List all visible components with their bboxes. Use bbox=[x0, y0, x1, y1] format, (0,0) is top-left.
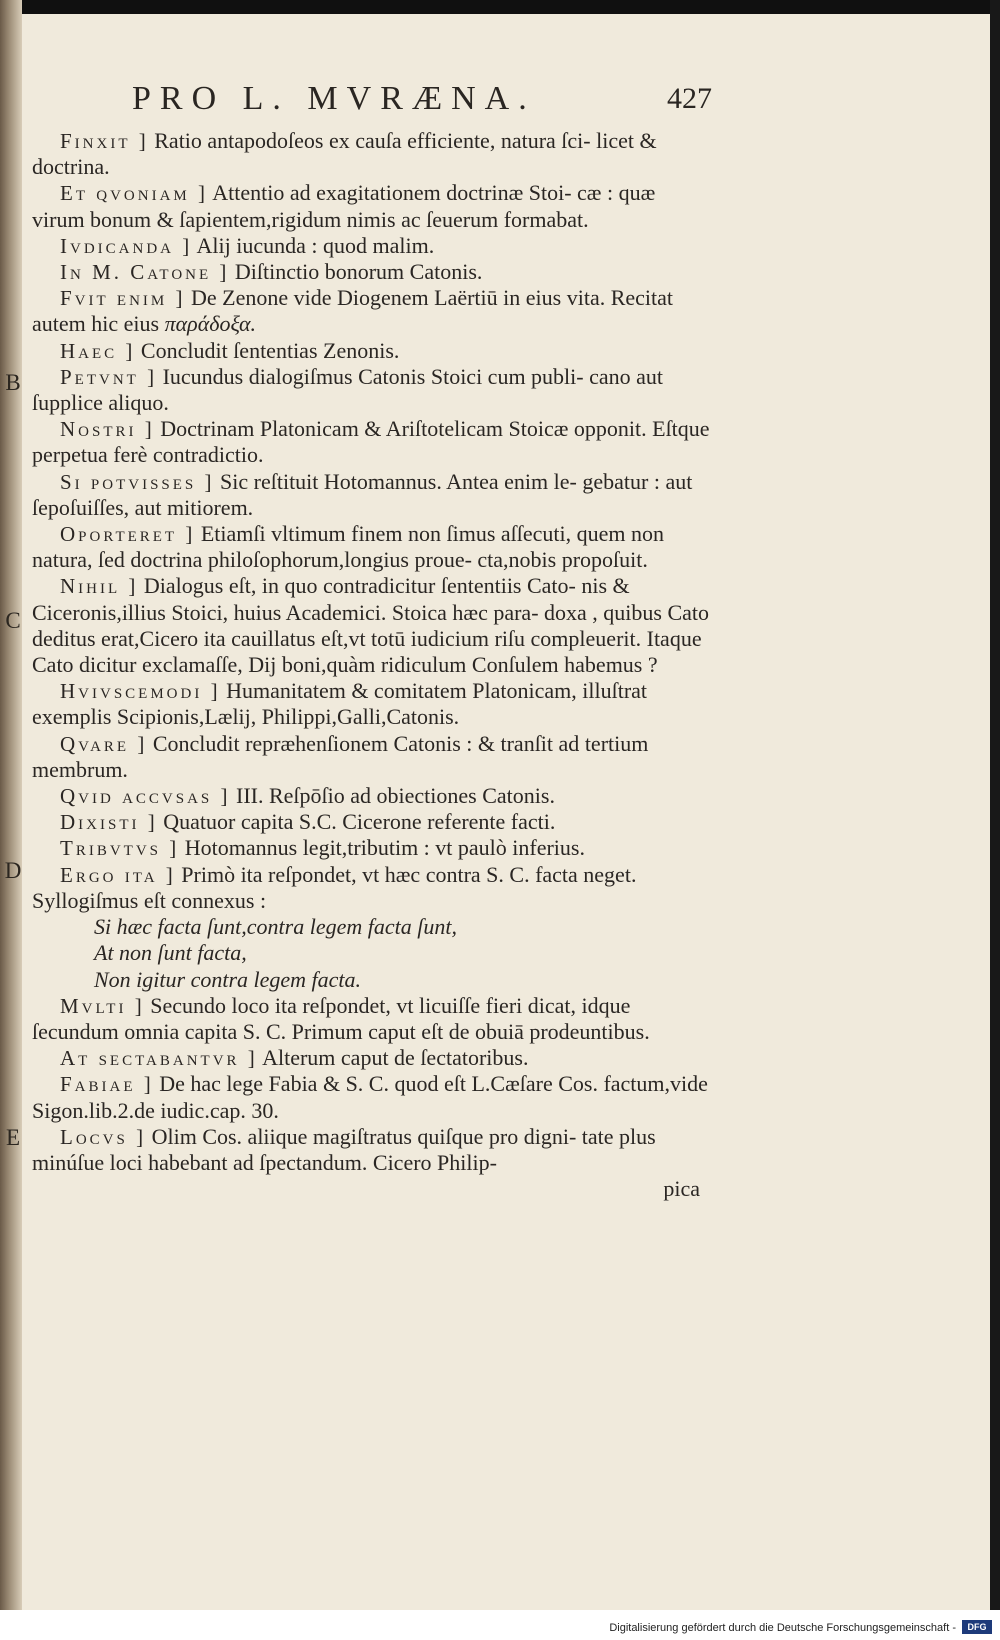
commentary-entry bbox=[32, 993, 712, 1045]
lemma: Et qvoniam ] bbox=[60, 181, 208, 206]
lemma: Nostri ] bbox=[60, 417, 155, 442]
lemma: Dixisti ] bbox=[60, 810, 158, 835]
scan-border-top bbox=[0, 0, 1000, 14]
commentary-entry bbox=[32, 521, 712, 573]
lemma: Qvid accvsas ] bbox=[60, 784, 231, 809]
entry-text: Diſtinctio bonorum Catonis. bbox=[234, 259, 483, 285]
entry-continuation: quem non natura, ſed doctrina philoſophorum,longius proue- cta,nobis propoſuit. bbox=[32, 521, 665, 573]
commentary-entry bbox=[32, 809, 712, 835]
margin-letter-e: E bbox=[5, 1125, 21, 1150]
lemma: At sectabantvr ] bbox=[60, 1046, 258, 1071]
entry-text: Olim Cos. aliique magiſtratus quiſque pro digni- bbox=[151, 1123, 577, 1149]
entry-continuation: cæ : quæ virum bonum & ſapientem,rigidum nimis ac ſeuerum formabat. bbox=[32, 180, 656, 232]
entry-text: Attentio ad exagitationem doctrinæ Stoi- bbox=[212, 180, 572, 206]
entry-continuation: cano aut ſupplice aliquo. bbox=[32, 363, 664, 416]
entry-text: Sic reſtituit Hotomannus. Antea enim le- bbox=[220, 468, 577, 494]
entry-text: Etiamſi vltimum finem non ſimus aſſecuti, bbox=[200, 521, 572, 547]
entry-text: Ratio antapodoſeos ex cauſa efficiente, natura ſci- bbox=[154, 128, 591, 153]
entry-text: Quatuor capita S.C. Cicerone referente facti. bbox=[163, 809, 556, 835]
entry-text: III. Reſpōſio ad obiectiones Catonis. bbox=[236, 783, 555, 809]
catchword: pica bbox=[663, 1176, 700, 1202]
entry-text: De hac lege Fabia & S. C. quod eſt L.Cæſare Cos. bbox=[159, 1071, 598, 1097]
page-header bbox=[132, 80, 712, 128]
syllogism-line: Non igitur contra legem facta. bbox=[94, 966, 362, 992]
commentary-entry bbox=[32, 862, 712, 914]
entry-continuation: illuſtrat exemplis Scipionis,Lælij, Philippi,Galli,Catonis. bbox=[32, 678, 648, 730]
lemma: Hvivscemodi ] bbox=[60, 679, 221, 704]
entry-continuation: gebatur : aut ſepoſuiſſes, aut mitiorem. bbox=[32, 468, 693, 520]
entry-text: Alterum caput de ſectatoribus. bbox=[262, 1045, 529, 1071]
lemma: Si potvisses ] bbox=[60, 469, 215, 494]
funding-credit: Digitalisierung gefördert durch die Deutsche Forschungsgemeinschaft - bbox=[609, 1622, 956, 1634]
running-head: PRO L. MVRÆNA. bbox=[132, 80, 536, 117]
entry-continuation: factum,vide Sigon.lib.2.de iudic.cap. 30. bbox=[32, 1071, 708, 1123]
commentary-entry bbox=[32, 678, 712, 730]
dfg-logo: DFG bbox=[962, 1620, 992, 1634]
commentary-entry bbox=[32, 180, 712, 232]
commentary-entry bbox=[32, 416, 712, 468]
lemma: Ivdicanda ] bbox=[60, 233, 193, 258]
commentary-entry bbox=[32, 1071, 712, 1123]
lemma: Qvare ] bbox=[60, 731, 148, 756]
commentary-entry bbox=[32, 835, 712, 861]
lemma: In M. Catone ] bbox=[60, 260, 230, 285]
lemma: Tribvtvs ] bbox=[60, 836, 180, 861]
commentary-entry bbox=[32, 233, 712, 259]
lemma: Fvit enim ] bbox=[60, 286, 186, 311]
entry-text: Primò ita reſpondet, vt hæc contra S. C. facta bbox=[181, 861, 578, 887]
commentary-entry bbox=[32, 1045, 712, 1071]
entry-continuation: licet & doctrina. bbox=[32, 128, 657, 180]
greek-word: παράδοξα. bbox=[164, 311, 257, 337]
entry-text: Doctrinam Platonicam & Ariſtotelicam Stoicæ bbox=[160, 416, 569, 442]
margin-letter-c: C bbox=[5, 608, 21, 633]
entry-continuation: vita. Recitat autem hic eius bbox=[32, 285, 674, 337]
commentary-text bbox=[32, 128, 712, 1202]
entry-continuation: idque ſecundum omnia capita S. C. Primum caput eſt de obuiā prodeuntibus. bbox=[32, 992, 650, 1044]
entry-continuation: tate plus minúſue loci habebant ad ſpectandum. Cicero Philip- bbox=[32, 1123, 656, 1175]
page-number: 427 bbox=[667, 82, 712, 115]
commentary-entry bbox=[32, 573, 712, 678]
entry-continuation: nis & Ciceronis,illius Stoici, huius Academici. Stoica hæc para- doxa , quibus Cato deditus erat,Cicero ita cauillatus eſt,vt totū iudicium riſu compleuerit. Itaque Cato dicitur exclamaſſe, Dij boni,quàm ridiculum Conſulem habemus ? bbox=[32, 573, 710, 678]
entry-text: Alij iucunda : quod malim. bbox=[196, 232, 435, 258]
commentary-entry bbox=[32, 259, 712, 285]
lemma: Ergo ita ] bbox=[60, 862, 176, 887]
lemma: Fabiae ] bbox=[60, 1072, 154, 1097]
entry-continuation: neget. Syllogiſmus eſt connexus : bbox=[32, 861, 637, 913]
lemma: Nihil ] bbox=[60, 574, 139, 599]
commentary-entry bbox=[32, 285, 712, 337]
commentary-entry bbox=[32, 364, 712, 416]
syllogism-line: At non ſunt facta, bbox=[94, 940, 247, 966]
commentary-entry bbox=[32, 731, 712, 783]
commentary-entry bbox=[32, 469, 712, 521]
commentary-entry bbox=[32, 338, 712, 364]
margin-letter-d: D bbox=[4, 858, 22, 883]
binding-edge bbox=[0, 0, 22, 1610]
entry-text: Iucundus dialogiſmus Catonis Stoici cum publi- bbox=[162, 363, 584, 389]
lemma: Haec ] bbox=[60, 338, 136, 363]
lemma: Mvlti ] bbox=[60, 993, 145, 1018]
entry-continuation: tertium membrum. bbox=[32, 730, 649, 782]
entry-text: Dialogus eſt, in quo contradicitur ſententiis Cato- bbox=[143, 573, 576, 599]
entry-text: Secundo loco ita reſpondet, vt licuiſſe fieri dicat, bbox=[150, 992, 577, 1018]
footer-bar bbox=[0, 1610, 1000, 1640]
lemma: Locvs ] bbox=[60, 1124, 147, 1149]
commentary-entry bbox=[32, 1124, 712, 1176]
entry-continuation: opponit. Eſtque perpetua ferè contradictio. bbox=[32, 416, 710, 468]
lemma: Petvnt ] bbox=[60, 364, 158, 389]
syllogism-line: Si hæc facta ſunt,contra legem facta ſunt, bbox=[94, 914, 457, 940]
commentary-entry bbox=[32, 128, 712, 180]
lemma: Finxit ] bbox=[60, 129, 149, 153]
margin-letter-b: B bbox=[5, 370, 21, 395]
entry-text: Concludit ſententias Zenonis. bbox=[140, 337, 400, 363]
scan-border-right bbox=[990, 0, 1000, 1610]
entry-text: Humanitatem & comitatem Platonicam, bbox=[226, 678, 577, 704]
commentary-entry bbox=[32, 783, 712, 809]
entry-text: Concludit repræhenſionem Catonis : & tranſit ad bbox=[152, 730, 580, 756]
entry-text: Hotomannus legit,tributim : vt paulò inferius. bbox=[184, 835, 585, 861]
entry-text: De Zenone vide Diogenem Laërtiū in eius bbox=[191, 285, 562, 311]
lemma: Oporteret ] bbox=[60, 522, 196, 547]
